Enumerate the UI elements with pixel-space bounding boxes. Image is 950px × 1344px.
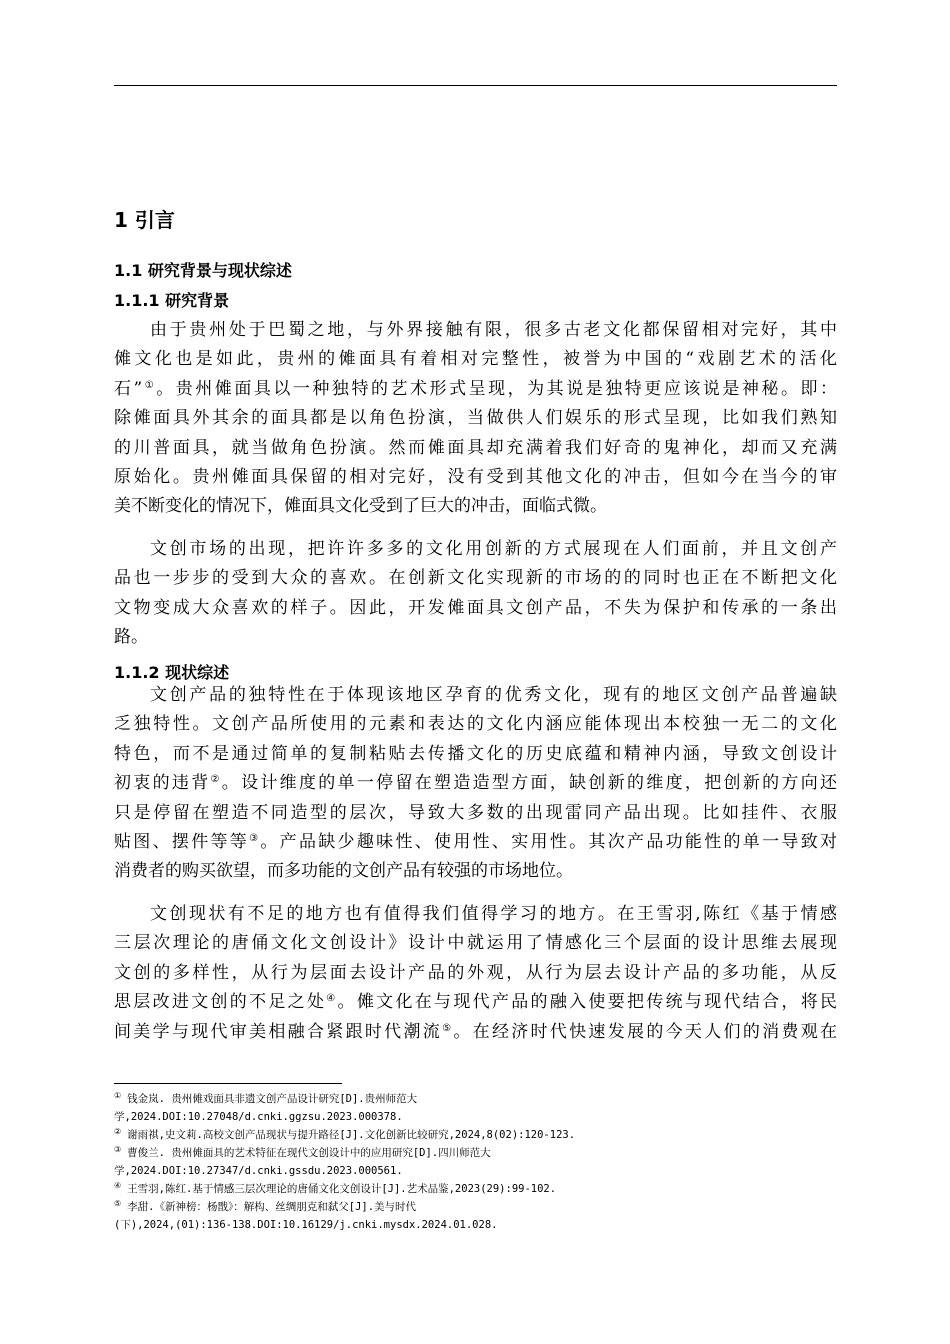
background-paragraph-2 — [114, 535, 837, 653]
text-line: 的川普面具，就当做角色扮演。然而傩面具却充满着我们好奇的鬼神化，却而又充满 — [114, 437, 837, 458]
footnote-reference: ① — [142, 379, 157, 391]
text-line: 三层次理论的唐俑文化文创设计》设计中就运用了情感化三个层面的设计思维去展现 — [114, 933, 837, 954]
text-line: 美不断变化的情况下，傩面具文化受到了巨大的冲击，面临式微。 — [114, 496, 607, 517]
footnote-1 — [114, 1090, 837, 1126]
text-line: 由于贵州处于巴蜀之地，与外界接触有限，很多古老文化都保留相对完好，其中 — [150, 320, 837, 340]
footnote-2 — [114, 1126, 837, 1144]
text-line: 思层改进文创的不足之处④。傩文化在与现代产品的融入使要把传统与现代结合，将民 — [114, 992, 837, 1013]
text-line: 文创的多样性，从行为层面去设计产品的外观，从行为层去设计产品的多功能，从反 — [114, 962, 837, 983]
text-line: 除傩面具外其余的面具都是以角色扮演，当做供人们娱乐的形式呈现，比如我们熟知 — [114, 408, 837, 429]
footnote-text: 王雪羽,陈红.基于情感三层次理论的唐俑文化文创设计[J].艺术品鉴,2023(29):99-102. — [127, 1183, 557, 1195]
footnote-mark: ① — [114, 1091, 122, 1100]
text-line: 原始化。贵州傩面具保留的相对完好，没有受到其他文化的冲击，但如今在当今的审 — [114, 466, 837, 487]
footnote-mark: ③ — [114, 1145, 122, 1154]
text-line: 初衷的违背②。设计维度的单一停留在塑造造型方面，缺创新的维度，把创新的方向还 — [114, 773, 838, 794]
text-line: 贴图、摆件等等③。产品缺少趣味性、使用性、实用性。其次产品功能性的单一导致对 — [114, 831, 838, 852]
text-line: 间美学与现代审美相融合紧跟时代潮流⑤。在经济时代快速发展的今天人们的消费观在 — [114, 1021, 838, 1042]
footnote-mark: ④ — [114, 1181, 122, 1190]
footnote-text: 曹俊兰. 贵州傩面具的艺术特征在现代文创设计中的应用研究[D].四川师范大 — [127, 1147, 491, 1159]
footnote-list — [114, 1090, 837, 1234]
footnote-mark: ⑤ — [114, 1199, 122, 1208]
footnote-text: 学,2024.DOI:10.27048/d.cnki.ggzsu.2023.000378. — [114, 1111, 403, 1123]
footnote-5 — [114, 1198, 837, 1234]
footnote-text: 学,2024.DOI:10.27347/d.cnki.gssdu.2023.000561. — [114, 1165, 403, 1177]
footnote-3 — [114, 1144, 837, 1180]
text-line: 路。 — [114, 627, 148, 648]
background-paragraph-1 — [114, 316, 837, 522]
text-line: 文创产品的独特性在于体现该地区孕育的优秀文化，现有的地区文创产品普遍缺 — [150, 685, 837, 705]
footnote-text: (下),2024,(01):136-138.DOI:10.16129/j.cnki.mysdx.2024.01.028. — [114, 1219, 498, 1231]
header-rule — [114, 85, 837, 86]
footnote-text: 钱金岚. 贵州傩戏面具非遗文创产品设计研究[D].贵州师范大 — [127, 1093, 418, 1105]
text-line: 文物变成大众喜欢的样子。因此，开发傩面具文创产品，不失为保护和传承的一条出 — [114, 597, 837, 618]
text-line: 乏独特性。文创产品所使用的元素和表达的文化内涵应能体现出本校独一无二的文化 — [114, 714, 837, 735]
text-line: 文创市场的出现，把许许多多的文化用创新的方式展现在人们面前，并且文创产 — [150, 539, 837, 559]
footnote-reference: ② — [210, 774, 222, 786]
footnote-mark: ② — [114, 1127, 122, 1136]
subsection-heading-1-1-2: 1.1.2 现状综述 — [114, 663, 230, 682]
footnote-reference: ⑤ — [442, 1022, 454, 1034]
footnote-text: 李甜.《新神榜：杨戬》：解构、丝绸朋克和弑父[J].美与时代 — [127, 1201, 417, 1213]
text-line: 只是停留在塑造不同造型的层次，导致大多数的出现雷同产品出现。比如挂件、衣服 — [114, 802, 837, 823]
footnote-separator — [114, 1083, 342, 1084]
chapter-title: 1 引言 — [114, 208, 175, 232]
section-heading-1-1: 1.1 研究背景与现状综述 — [114, 261, 292, 280]
footnote-text: 谢雨祺,史文莉.高校文创产品现状与提升路径[J].文化创新比较研究,2024,8(02):120-123. — [127, 1129, 576, 1141]
footnote-4 — [114, 1180, 837, 1198]
text-line: 文创现状有不足的地方也有值得我们值得学习的地方。在王雪羽,陈红《基于情感 — [150, 904, 837, 924]
footnote-reference: ④ — [326, 993, 338, 1005]
subsection-heading-1-1-1: 1.1.1 研究背景 — [114, 291, 230, 310]
text-line: 傩文化也是如此，贵州的傩面具有着相对完整性，被誉为中国的“戏剧艺术的活化 — [114, 349, 837, 370]
text-line: 特色，而不是通过简单的复制粘贴去传播文化的历史底蕴和精神内涵，导致文创设计 — [114, 743, 837, 764]
status-paragraph-1 — [114, 681, 837, 887]
text-line: 品也一步步的受到大众的喜欢。在创新文化实现新的市场的的同时也正在不断把文化 — [114, 568, 837, 589]
footnote-reference: ③ — [249, 832, 261, 844]
text-line: 石”①。贵州傩面具以一种独特的艺术形式呈现，为其说是独特更应该说是神秘。即： — [114, 378, 837, 399]
status-paragraph-2 — [114, 900, 837, 1047]
text-line: 消费者的购买欲望，而多功能的文创产品有较强的市场地位。 — [114, 861, 573, 882]
